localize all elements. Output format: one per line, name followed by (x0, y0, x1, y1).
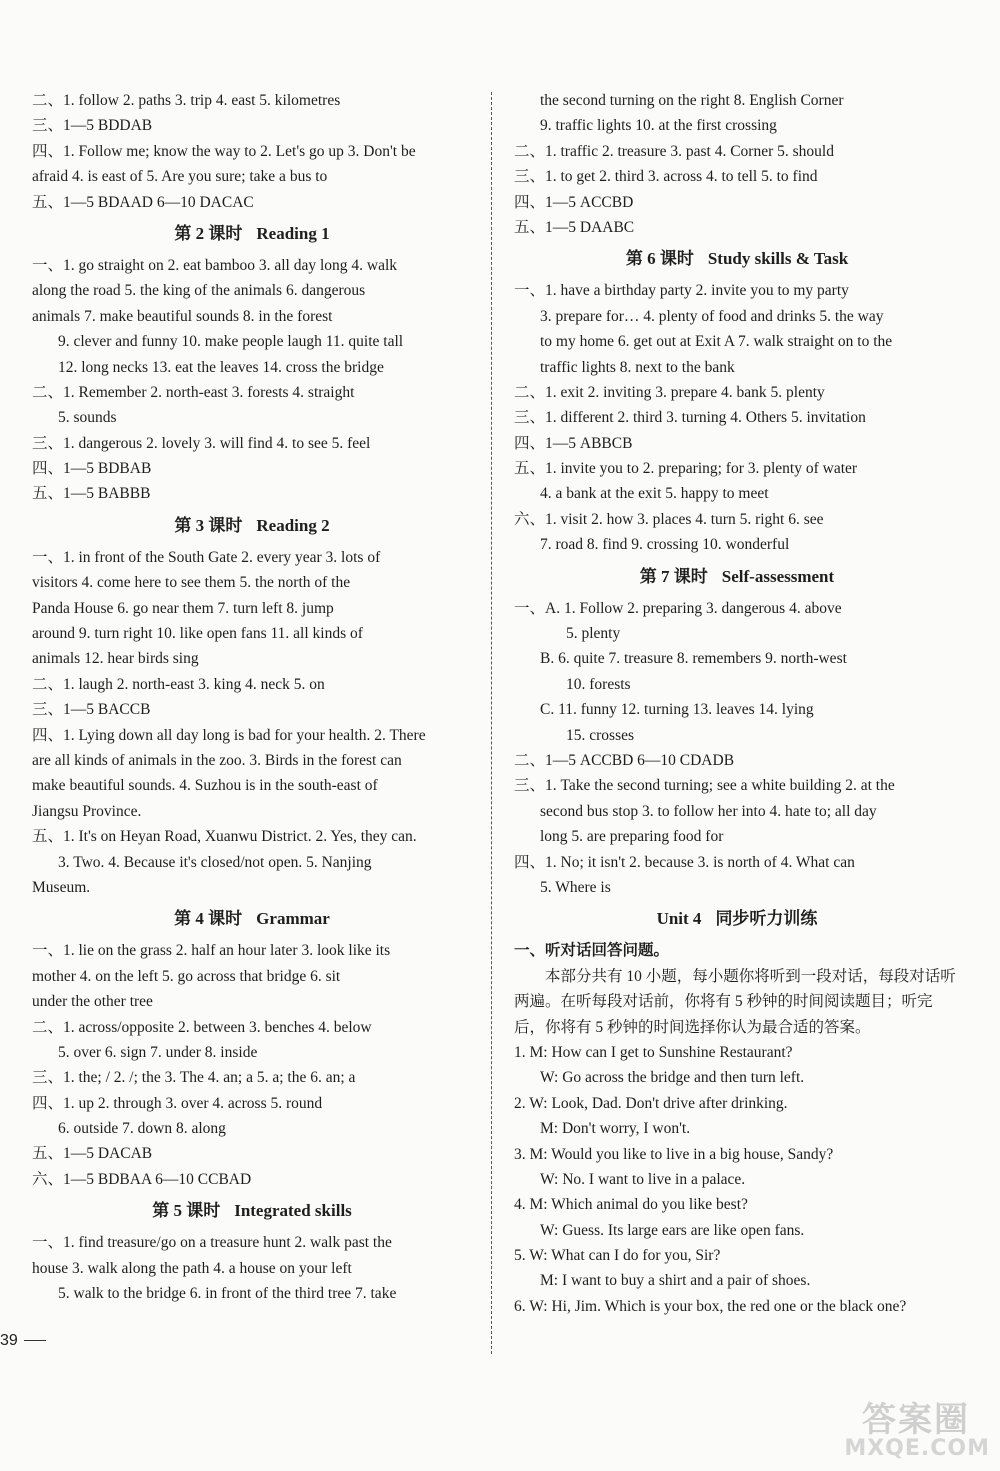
answer-line: 一、听对话回答问题。 (514, 942, 670, 960)
answer-line: 六、1—5 BDBAA 6—10 CCBAD (32, 1170, 252, 1188)
answer-line: 五、1. It's on Heyan Road, Xuanwu District. 2. Yes, they can. (32, 828, 417, 846)
answer-line: 10. forests (566, 675, 631, 693)
answer-line: 五、1—5 BABBB (32, 485, 151, 503)
answer-line: 二、1. traffic 2. treasure 3. past 4. Corner 5. should (514, 142, 834, 160)
answer-line: Panda House 6. go near them 7. turn left 8. jump (32, 599, 334, 617)
answer-line: around 9. turn right 10. like open fans 11. all kinds of (32, 625, 363, 643)
answer-line: along the road 5. the king of the animals 6. dangerous (32, 282, 366, 300)
answer-line: 5. Where is (540, 878, 611, 896)
answer-line: 四、1—5 ABBCB (514, 434, 633, 452)
section-heading-title: Reading 2 (256, 515, 330, 535)
answer-line: C. 11. funny 12. turning 13. leaves 14. lying (540, 701, 814, 719)
answer-line: 5. plenty (566, 625, 621, 643)
answer-line: 四、1. up 2. through 3. over 4. across 5. round (32, 1094, 323, 1112)
section-heading-title: Integrated skills (234, 1201, 352, 1221)
answer-line: 一、A. 1. Follow 2. preparing 3. dangerous 4. above (514, 599, 842, 617)
answer-line: B. 6. quite 7. treasure 8. remembers 9. north-west (540, 650, 847, 668)
watermark-logo-text: 答案圈 (862, 1400, 970, 1440)
answer-line: to my home 6. get out at Exit A 7. walk straight on to the (540, 333, 893, 351)
section-heading-title: Self-assessment (721, 566, 835, 586)
answer-line: animals 12. hear birds sing (32, 650, 199, 668)
answer-line: 4. M: Which animal do you like best? (514, 1196, 748, 1214)
page-number (0, 1332, 46, 1350)
answer-line: 三、1. Take the second turning; see a white building 2. at the (514, 777, 895, 795)
answer-line: 三、1. the; / 2. /; the 3. The 4. an; a 5. a; the 6. an; a (32, 1069, 356, 1087)
answer-line: M: I want to buy a shirt and a pair of shoes. (540, 1272, 811, 1290)
answer-line: 一、1. have a birthday party 2. invite you to my party (514, 282, 849, 300)
answer-line: house 3. walk along the path 4. a house on your left (32, 1259, 352, 1277)
answer-line: mother 4. on the left 5. go across that bridge 6. sit (32, 967, 341, 985)
answer-line: 2. W: Look, Dad. Don't drive after drinking. (514, 1094, 788, 1112)
answer-line: 3. prepare for… 4. plenty of food and drinks 5. the way (540, 307, 884, 325)
section-heading (514, 240, 960, 278)
answer-line: Jiangsu Province. (32, 802, 142, 820)
section-heading-number: 第 5 课时 (152, 1201, 221, 1221)
answer-line: 四、1—5 ACCBD (514, 193, 634, 211)
instruction-paragraph: 本部分共有 10 小题，每小题你将听到一段对话，每段对话听两遍。在听每段对话前，你将有 5 秒钟的时间阅读题目；听完后，你将有 5 秒钟的时间选择你认为最合适的答案。 (514, 967, 956, 1036)
section-heading-number: 第 6 课时 (625, 249, 694, 269)
answer-line: under the other tree (32, 993, 153, 1011)
answer-line: 一、1. lie on the grass 2. half an hour later 3. look like its (32, 942, 391, 960)
answer-line: second bus stop 3. to follow her into 4. hate to; all day (540, 802, 877, 820)
answer-line: the second turning on the right 8. English Corner (540, 92, 844, 109)
answer-line: 四、1. Follow me; know the way to 2. Let's go up 3. Don't be (32, 142, 416, 160)
section-heading (32, 507, 472, 545)
answer-line: are all kinds of animals in the zoo. 3. Birds in the forest can (32, 751, 402, 769)
section-heading (514, 558, 960, 596)
section-heading-title: Study skills & Task (707, 249, 849, 269)
answer-line: 4. a bank at the exit 5. happy to meet (540, 485, 769, 503)
answer-line: 二、1. laugh 2. north-east 3. king 4. neck 5. on (32, 675, 325, 693)
answer-line: 六、1. visit 2. how 3. places 4. turn 5. right 6. see (514, 510, 824, 528)
answer-line: 四、1—5 BDBAB (32, 460, 152, 478)
answer-line: animals 7. make beautiful sounds 8. in the forest (32, 307, 333, 325)
answer-line: 6. outside 7. down 8. along (58, 1120, 226, 1138)
section-heading (32, 900, 472, 938)
answer-line: M: Don't worry, I won't. (540, 1120, 691, 1138)
answer-line: traffic lights 8. next to the bank (540, 358, 735, 376)
answer-line: 二、1—5 ACCBD 6—10 CDADB (514, 751, 735, 769)
answer-line: afraid 4. is east of 5. Are you sure; take a bus to (32, 168, 328, 186)
answer-line: 三、1. different 2. third 3. turning 4. Others 5. invitation (514, 409, 866, 427)
answer-line: 1. M: How can I get to Sunshine Restaurant? (514, 1043, 793, 1061)
section-heading-title: Grammar (256, 909, 330, 929)
answer-line: 二、1. follow 2. paths 3. trip 4. east 5. kilometres (32, 92, 341, 109)
section-heading-number: 第 2 课时 (174, 223, 243, 243)
answer-line: 五、1—5 DACAB (32, 1145, 153, 1163)
section-heading-title: Reading 1 (256, 223, 330, 243)
answer-line: 三、1—5 BACCB (32, 701, 151, 719)
answer-line: 9. traffic lights 10. at the first crossing (540, 117, 777, 135)
section-heading-number: 第 7 课时 (639, 566, 708, 586)
left-column (32, 88, 472, 1306)
section-heading-number: Unit 4 (656, 909, 702, 929)
answer-line: 四、1. No; it isn't 2. because 3. is north of 4. What can (514, 853, 855, 871)
answer-line: Museum. (32, 878, 91, 896)
page-number-dash (24, 1340, 46, 1341)
answer-line: 5. sounds (58, 409, 117, 427)
answer-line: 二、1. across/opposite 2. between 3. benches 4. below (32, 1018, 372, 1036)
answer-line: 三、1. to get 2. third 3. across 4. to tell 5. to find (514, 168, 818, 186)
answer-line: W: Guess. Its large ears are like open fans. (540, 1221, 805, 1239)
answer-line: W: Go across the bridge and then turn left. (540, 1069, 805, 1087)
answer-line: 5. over 6. sign 7. under 8. inside (58, 1043, 258, 1061)
answer-line: 9. clever and funny 10. make people laugh 11. quite tall (58, 333, 404, 351)
watermark-url: MXQE.COM (844, 1436, 990, 1461)
answer-line: long 5. are preparing food for (540, 828, 724, 846)
answer-line: 12. long necks 13. eat the leaves 14. cross the bridge (58, 358, 384, 376)
answer-line: W: No. I want to live in a palace. (540, 1170, 746, 1188)
right-column (514, 88, 960, 1319)
answer-line: 一、1. find treasure/go on a treasure hunt 2. walk past the (32, 1234, 392, 1252)
answer-line: 三、1—5 BDDAB (32, 117, 153, 135)
answer-line: 五、1—5 BDAAD 6—10 DACAC (32, 193, 254, 211)
answer-line: 五、1. invite you to 2. preparing; for 3. plenty of water (514, 460, 858, 478)
section-heading (32, 215, 472, 253)
answer-line: 二、1. exit 2. inviting 3. prepare 4. bank 5. plenty (514, 383, 825, 401)
answer-line: 6. W: Hi, Jim. Which is your box, the red one or the black one? (514, 1297, 907, 1315)
answer-line: 五、1—5 DAABC (514, 218, 635, 236)
section-heading-title: 同步听力训练 (715, 909, 818, 929)
answer-line: 一、1. in front of the South Gate 2. every year 3. lots of (32, 548, 381, 566)
answer-line: 一、1. go straight on 2. eat bamboo 3. all day long 4. walk (32, 256, 398, 274)
answer-line: 5. W: What can I do for you, Sir? (514, 1247, 721, 1265)
column-divider (491, 92, 492, 1354)
answer-line: 3. Two. 4. Because it's closed/not open. 5. Nanjing (58, 853, 372, 871)
section-heading (32, 1192, 472, 1230)
section-heading-number: 第 3 课时 (174, 515, 243, 535)
answer-line: 二、1. Remember 2. north-east 3. forests 4. straight (32, 383, 355, 401)
answer-line: 四、1. Lying down all day long is bad for your health. 2. There (32, 726, 426, 744)
answer-line: visitors 4. come here to see them 5. the north of the (32, 574, 351, 592)
answer-line: 3. M: Would you like to live in a big house, Sandy? (514, 1145, 834, 1163)
answer-line: 5. walk to the bridge 6. in front of the third tree 7. take (58, 1285, 397, 1303)
section-heading (514, 900, 960, 938)
answer-line: 三、1. dangerous 2. lovely 3. will find 4. to see 5. feel (32, 434, 371, 452)
answer-line: 15. crosses (566, 726, 635, 744)
answer-line: make beautiful sounds. 4. Suzhou is in the south-east of (32, 777, 378, 795)
section-heading-number: 第 4 课时 (174, 909, 243, 929)
answer-line: 7. road 8. find 9. crossing 10. wonderful (540, 536, 790, 554)
page-number-text: 39 (0, 1332, 18, 1349)
